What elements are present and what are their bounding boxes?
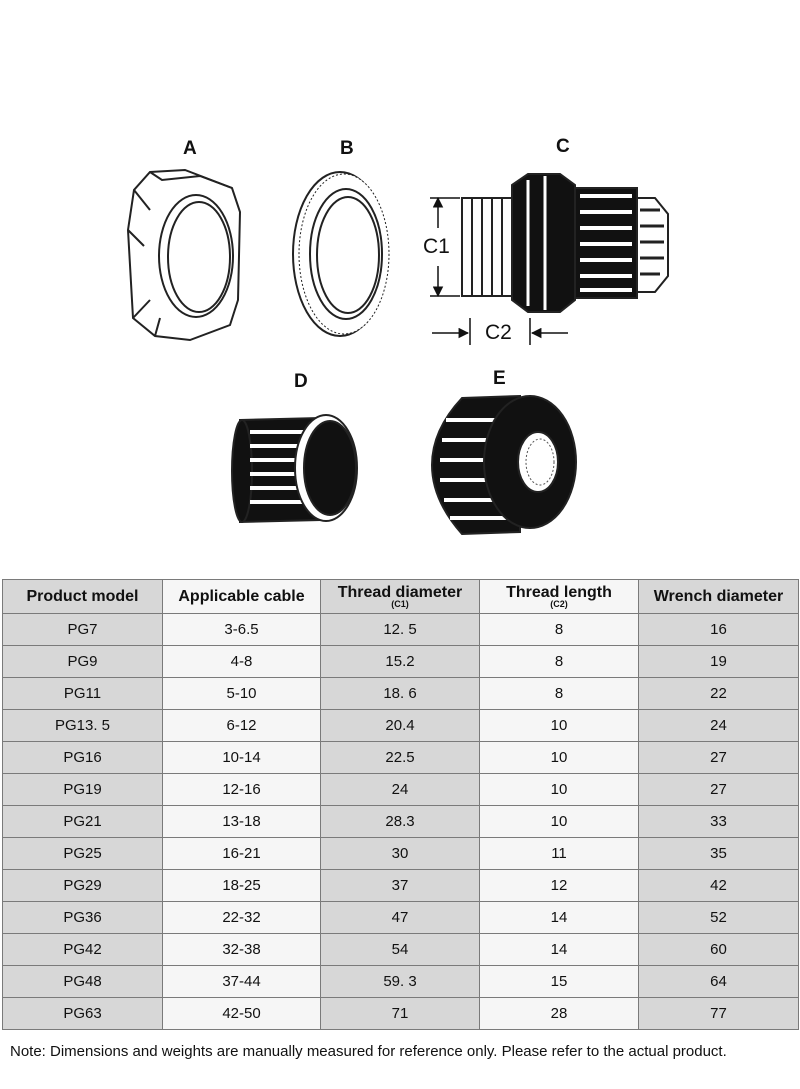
cell-applicable-cable: 42-50 — [163, 998, 321, 1030]
cell-wrench-diameter: 52 — [639, 902, 799, 934]
cell-product-model: PG19 — [3, 774, 163, 806]
cell-product-model: PG29 — [3, 870, 163, 902]
cell-thread-diameter: 47 — [321, 902, 480, 934]
table-row — [3, 870, 799, 902]
header-wrench-diameter: Wrench diameter — [639, 580, 799, 614]
cell-wrench-diameter: 22 — [639, 678, 799, 710]
part-b-sealing-ring — [293, 172, 389, 336]
cell-wrench-diameter: 24 — [639, 710, 799, 742]
table-row — [3, 806, 799, 838]
cell-thread-diameter: 28.3 — [321, 806, 480, 838]
cell-applicable-cable: 32-38 — [163, 934, 321, 966]
table-row — [3, 742, 799, 774]
part-label-c: C — [556, 136, 570, 157]
table-header-row — [3, 580, 799, 614]
cell-applicable-cable: 3-6.5 — [163, 614, 321, 646]
cell-thread-diameter: 59. 3 — [321, 966, 480, 998]
table-row — [3, 774, 799, 806]
cell-thread-diameter: 18. 6 — [321, 678, 480, 710]
cell-thread-diameter: 54 — [321, 934, 480, 966]
cell-product-model: PG36 — [3, 902, 163, 934]
cell-wrench-diameter: 77 — [639, 998, 799, 1030]
cell-wrench-diameter: 33 — [639, 806, 799, 838]
header-thread-diameter: Thread diameter (C1) — [321, 580, 480, 614]
cell-thread-diameter: 12. 5 — [321, 614, 480, 646]
part-c-gland-body — [462, 174, 668, 312]
cell-product-model: PG11 — [3, 678, 163, 710]
part-label-e: E — [493, 368, 506, 389]
dimension-label-c2: C2 — [485, 321, 512, 344]
part-d-claw-insert — [232, 415, 357, 522]
part-label-b: B — [340, 138, 354, 159]
cell-thread-length: 10 — [480, 742, 639, 774]
cell-thread-diameter: 22.5 — [321, 742, 480, 774]
cell-applicable-cable: 22-32 — [163, 902, 321, 934]
cell-product-model: PG16 — [3, 742, 163, 774]
cell-applicable-cable: 5-10 — [163, 678, 321, 710]
cell-thread-diameter: 71 — [321, 998, 480, 1030]
cell-thread-length: 8 — [480, 646, 639, 678]
cell-product-model: PG25 — [3, 838, 163, 870]
cell-wrench-diameter: 27 — [639, 742, 799, 774]
cell-applicable-cable: 10-14 — [163, 742, 321, 774]
specification-table — [2, 579, 799, 1030]
cell-wrench-diameter: 16 — [639, 614, 799, 646]
cell-thread-diameter: 15.2 — [321, 646, 480, 678]
part-a-lock-nut — [128, 170, 240, 340]
table-row — [3, 902, 799, 934]
cell-wrench-diameter: 64 — [639, 966, 799, 998]
cell-wrench-diameter: 60 — [639, 934, 799, 966]
cell-thread-diameter: 30 — [321, 838, 480, 870]
cell-applicable-cable: 18-25 — [163, 870, 321, 902]
table-row — [3, 710, 799, 742]
cell-product-model: PG63 — [3, 998, 163, 1030]
cell-thread-length: 15 — [480, 966, 639, 998]
table-body — [3, 614, 799, 1030]
header-thread-diameter-sub: (C1) — [391, 598, 409, 609]
cell-thread-length: 14 — [480, 902, 639, 934]
cell-wrench-diameter: 19 — [639, 646, 799, 678]
cell-wrench-diameter: 42 — [639, 870, 799, 902]
table-row — [3, 614, 799, 646]
cell-thread-length: 10 — [480, 710, 639, 742]
cell-product-model: PG42 — [3, 934, 163, 966]
cell-thread-diameter: 24 — [321, 774, 480, 806]
dimension-label-c1: C1 — [423, 235, 450, 258]
header-thread-length-sub: (C2) — [550, 598, 568, 609]
cell-applicable-cable: 13-18 — [163, 806, 321, 838]
cell-applicable-cable: 37-44 — [163, 966, 321, 998]
cell-thread-diameter: 20.4 — [321, 710, 480, 742]
header-product-model: Product model — [3, 580, 163, 614]
cell-thread-length: 10 — [480, 774, 639, 806]
cell-product-model: PG48 — [3, 966, 163, 998]
cell-product-model: PG9 — [3, 646, 163, 678]
part-label-d: D — [294, 371, 308, 392]
cell-thread-length: 11 — [480, 838, 639, 870]
table-row — [3, 934, 799, 966]
cell-thread-length: 8 — [480, 678, 639, 710]
footnote: Note: Dimensions and weights are manually measured for reference only. Please refer to the actual product. — [10, 1043, 727, 1060]
table-row — [3, 998, 799, 1030]
table-row — [3, 838, 799, 870]
cell-thread-length: 14 — [480, 934, 639, 966]
cell-thread-length: 12 — [480, 870, 639, 902]
cell-product-model: PG7 — [3, 614, 163, 646]
cell-applicable-cable: 16-21 — [163, 838, 321, 870]
part-e-sealing-nut — [432, 396, 576, 534]
header-thread-length: Thread length (C2) — [480, 580, 639, 614]
cell-applicable-cable: 12-16 — [163, 774, 321, 806]
part-label-a: A — [183, 138, 197, 159]
cell-thread-length: 28 — [480, 998, 639, 1030]
table-row — [3, 678, 799, 710]
cell-product-model: PG21 — [3, 806, 163, 838]
cell-thread-length: 10 — [480, 806, 639, 838]
cell-thread-length: 8 — [480, 614, 639, 646]
cell-applicable-cable: 4-8 — [163, 646, 321, 678]
cell-wrench-diameter: 27 — [639, 774, 799, 806]
cell-wrench-diameter: 35 — [639, 838, 799, 870]
table-row — [3, 646, 799, 678]
header-applicable-cable: Applicable cable — [163, 580, 321, 614]
cell-applicable-cable: 6-12 — [163, 710, 321, 742]
cell-product-model: PG13. 5 — [3, 710, 163, 742]
table-row — [3, 966, 799, 998]
cell-thread-diameter: 37 — [321, 870, 480, 902]
